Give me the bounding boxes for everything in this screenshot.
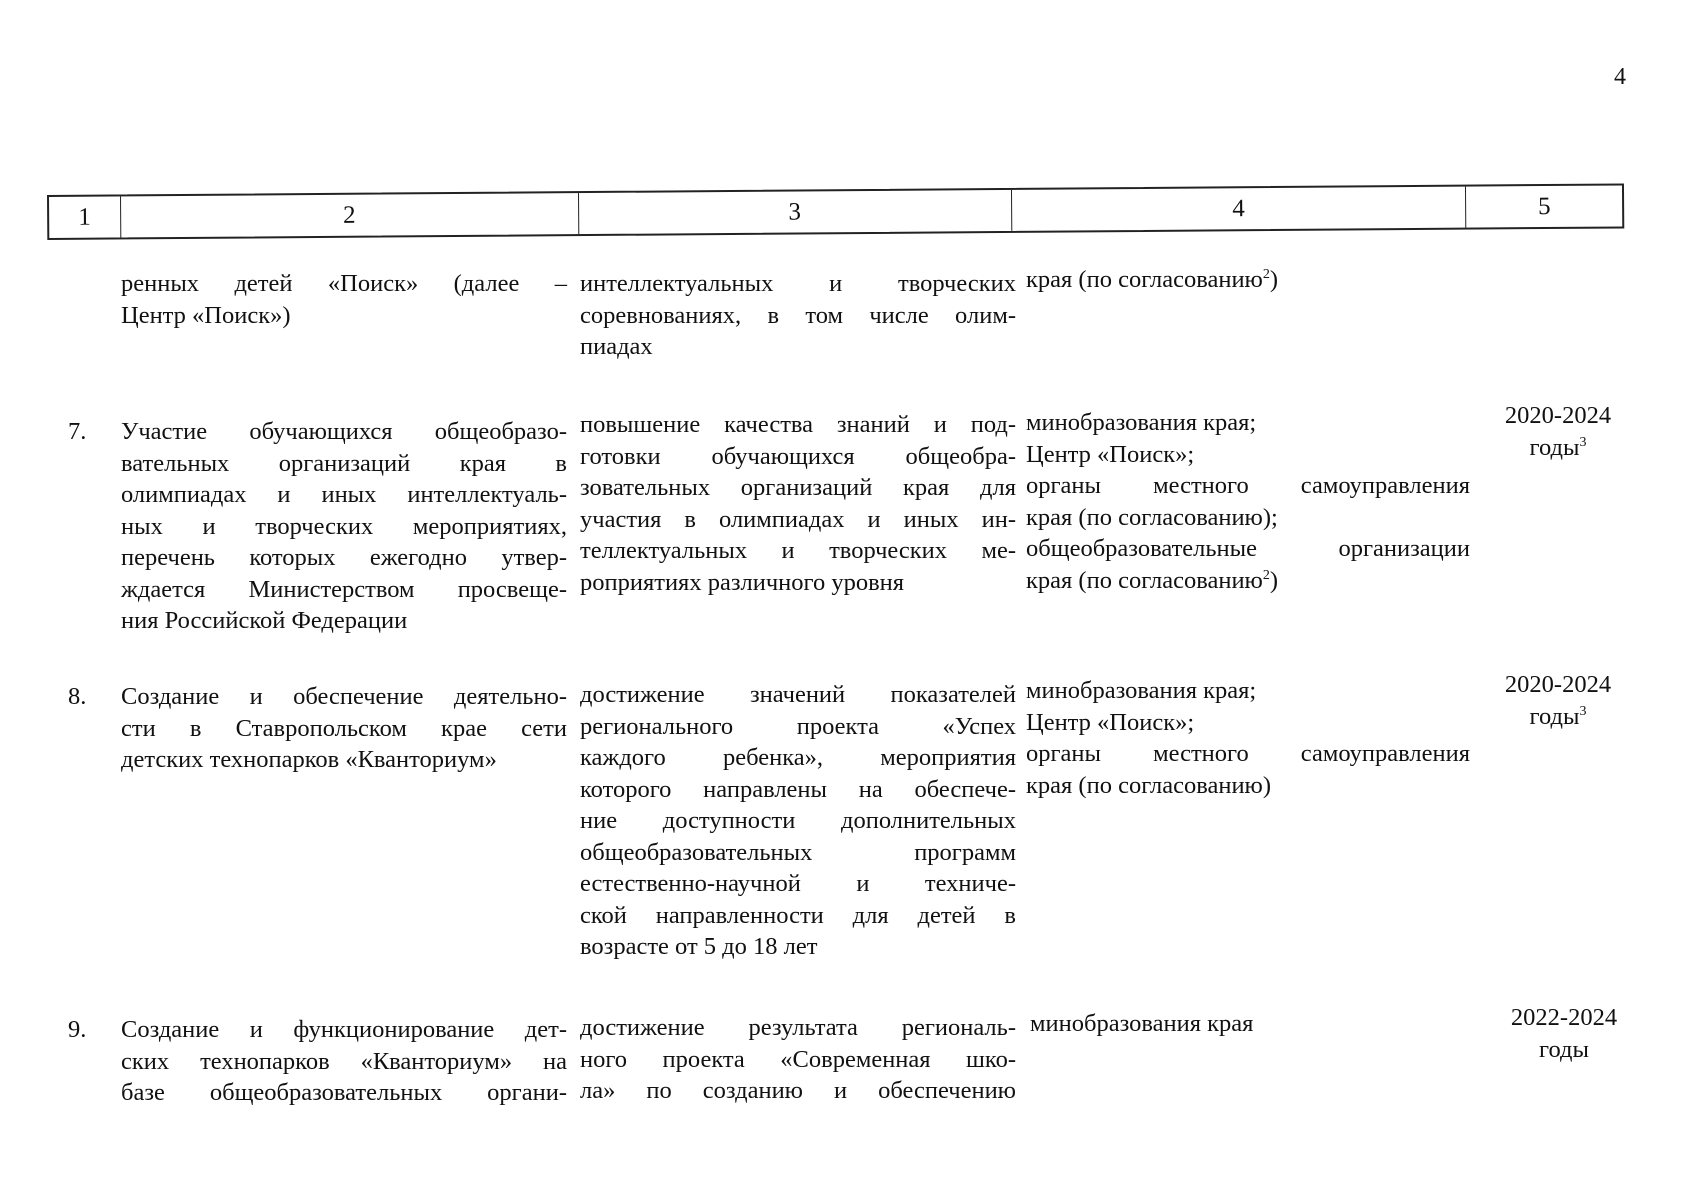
row-description: Участие обучающихся общеобразо- вательных организаций края в олимпиадах и иных интеллектуаль- ных и творческих мероприятиях, перечень которых ежегодно утвер- ждается Министерством просвеще- ния Российской Федерации <box>121 418 567 634</box>
row-number: 7. <box>68 418 87 445</box>
row-period: 2022-2024 годы <box>1510 1004 1618 1063</box>
header-col-1: 1 <box>49 196 121 238</box>
row-description: Создание и обеспечение деятельно- сти в Ставропольском крае сети детских технопарков «Кванториум» <box>121 683 567 773</box>
row-number: 8. <box>68 683 87 710</box>
table-header <box>47 183 1624 240</box>
row-number: 9. <box>68 1016 87 1043</box>
row-period: 2020-2024 годы$^3$ <box>1504 402 1612 461</box>
row-result: достижение результата региональ- ного проекта «Современная шко- ла» по созданию и обеспечению <box>580 1014 1016 1104</box>
row-result: достижение значений показателей регионального проекта «Успех каждого ребенка», мероприятия которого направлены на обеспече- ние доступности дополнительных общеобразовательных программ естественно-научной и техниче- ской направленности для детей в возрасте от 5 до 18 лет <box>580 681 1016 960</box>
row-responsible: минобразования края; Центр «Поиск»; органы местного самоуправления края (по согласованию) <box>1026 677 1470 799</box>
row-responsible: края (по согласованию$^2$) <box>1026 266 1279 293</box>
header-col-4: 4 <box>1012 187 1467 231</box>
row-result: повышение качества знаний и под- готовки обучающихся общеобра- зовательных организаций края для участия в олимпиадах и иных ин- теллектуальных и творческих ме- роприятиях различного уровня <box>580 411 1016 596</box>
row-result: интеллектуальных и творческих соревнованиях, в том числе олим- пиадах <box>580 270 1016 360</box>
header-col-2: 2 <box>121 193 579 237</box>
row-period: 2020-2024 годы$^3$ <box>1504 671 1612 730</box>
page-number: 4 <box>1614 64 1626 90</box>
row-description: ренных детей «Поиск» (далее – Центр «Поиск») <box>121 270 567 329</box>
row-responsible: минобразования края; Центр «Поиск»; органы местного самоуправления края (по согласованию); общеобразовательные организации края (по согласованию$^2$) <box>1026 409 1470 594</box>
row-responsible: минобразования края <box>1030 1010 1254 1037</box>
header-col-5: 5 <box>1537 192 1551 220</box>
row-description: Создание и функционирование дет- ских технопарков «Кванториум» на базе общеобразовательных органи- <box>121 1016 567 1106</box>
header-col-3: 3 <box>579 190 1012 234</box>
